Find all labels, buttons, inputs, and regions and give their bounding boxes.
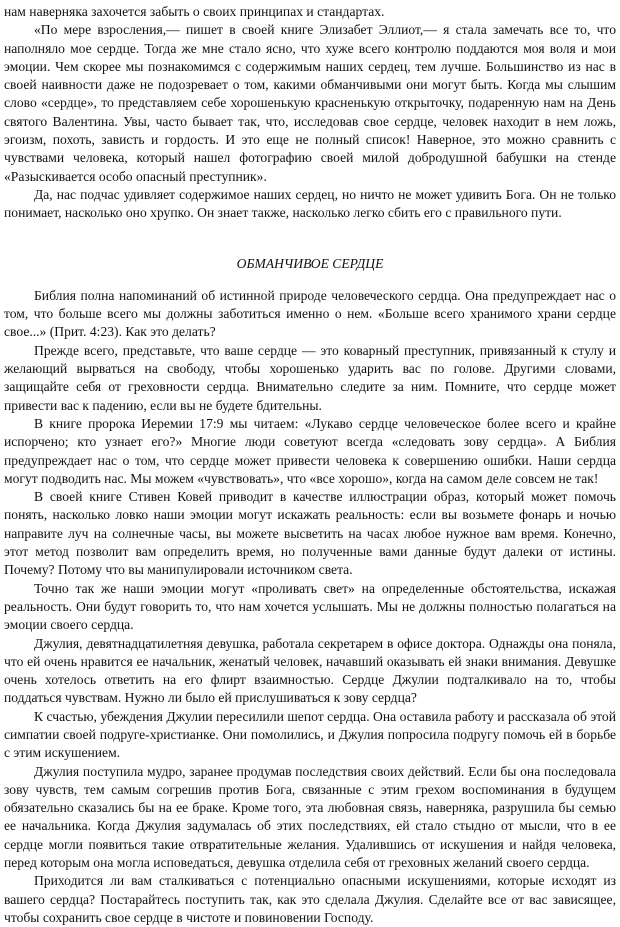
paragraph-bible-reminders: Библия полна напоминаний об истинной природе человеческого сердца. Она предупреждает нас о том, что больше всего мы должны заботиться именно о нем. «Больше всего хранимого храни сердце свое...» (Прит. 4:23). Как это делать? <box>4 287 616 340</box>
section-heading: ОБМАНЧИВОЕ СЕРДЦЕ <box>236 255 384 271</box>
paragraph-julia-convictions: К счастью, убеждения Джулии пересилили шепот сердца. Она оставила работу и рассказала об этой симпатии своей подруге-христианке. Они помолились, и Джулия попросила подругу помочь ей в борьбе с этим искушением. <box>4 708 616 761</box>
paragraph-continuation: нам наверняка захочется забыть о своих принципах и стандартах. <box>4 4 385 19</box>
paragraph-closing-question: Приходится ли вам сталкиваться с потенциально опасными искушениями, которые исходят из вашего сердца? Постарайтесь поступить так, как это сделала Джулия. Сделайте все от вас зависящее, чтобы сохранить свое сердце в чистоте и повиновении Господу. <box>4 873 616 925</box>
paragraph-julia-story: Джулия, девятнадцатилетняя девушка, работала секретарем в офисе доктора. Однажды она поняла, что ей очень нравится ее начальник, женатый человек, начавший оказывать ей знаки внимания. Девушке очень хотелось ответить на его флирт взаимностью. Сердце Джулии подталкивало на то, чтобы поддаться чувствам. Нужно ли было ей прислушиваться к зову сердца? <box>4 635 616 706</box>
paragraph-elliot-quote: «По мере взросления,— пишет в своей книге Элизабет Эллиот,— я стала замечать все то, что наполняло мое сердце. Тогда же мне стало ясно, что хуже всего контролю поддаются моя воля и мои эмоции. Чем скорее мы познакомимся с содержимым наших сердец, тем лучше. Большинство из нас в своей наивности даже не подозревает о том, какими обманчивыми они могут быть. Когда мы слышим слово «сердце», то представляем себе хорошенькую красненькую открыточку, подаренную нам на День святого Валентина. Увы, часто бывает так, что, исследовав свое сердце, человек находит в нем ложь, эгоизм, похоть, зависть и гордость. И это еще не полный список! Наверное, это можно сравнить с чувствами человека, который нашел фотографию своей милой добродушной бабушки на стенде «Разыскивается особо опасный преступник». <box>4 22 616 184</box>
paragraph-jeremiah: В книге пророка Иеремии 17:9 мы читаем: «Лукаво сердце человеческое более всего и крайне испорчено; кто узнает его?» Многие люди советуют всегда «следовать зову сердца». А Библия предупреждает нас о том, что сердце может привести человека к совершению ошибки. Наши сердца могут подводить нас. Мы можем «чувствовать», что «все хорошо», когда на самом деле совсем не так! <box>4 415 616 486</box>
paragraph-julia-wisdom: Джулия поступила мудро, заранее продумав последствия своих действий. Если бы она последовала зову чувств, тем самым согрешив против Бога, связанные с этим грехом воспоминания в будущем обязательно сказались бы на ее браке. Кроме того, эта любовная связь, наверняка, разрушила бы семью ее начальника. Когда Джулия задумалась об этих последствиях, ей стало стыдно от мысли, что в ее сердце могли появиться такие отвратительные желания. Удалившись от искушения и найдя человека, перед которым она могла исповедаться, девушка отделила себя от греховных желаний своего сердца. <box>4 763 616 871</box>
paragraph-emotions-light: Точно так же наши эмоции могут «проливать свет» на определенные обстоятельства, искажая реальность. Они будут говорить то, что нам хочется услышать. Мы не должны полностью полагаться на эмоции своего сердца. <box>4 580 616 633</box>
paragraph-criminal-heart: Прежде всего, представьте, что ваше сердце — это коварный преступник, привязанный к стулу и желающий вырваться на свободу, чтобы хорошенько ударить вас по голове. Другими словами, защищайте себя от греховности сердца. Внимательно следите за ним. Помните, что сердце может привести вас к падению, если вы не будете бдительны. <box>4 342 616 413</box>
paragraph-god-knows: Да, нас подчас удивляет содержимое наших сердец, но ничто не может удивить Бога. Он не только понимает, насколько оно хрупко. Он знает также, насколько легко сбить его с правильного пути. <box>4 186 616 221</box>
paragraph-covey-sundial: В своей книге Стивен Ковей приводит в качестве иллюстрации образ, который может помочь понять, насколько ловко наши эмоции могут искажать реальность: если вы возьмете фонарь и ночью направите луч на солнечные часы, вы можете высветить на часах любое нужное вам время. Конечно, этот метод позволит вам определить время, но полученные вами данные будут далеки от истины. Почему? Потому что вы манипулировали источником света. <box>4 489 616 578</box>
